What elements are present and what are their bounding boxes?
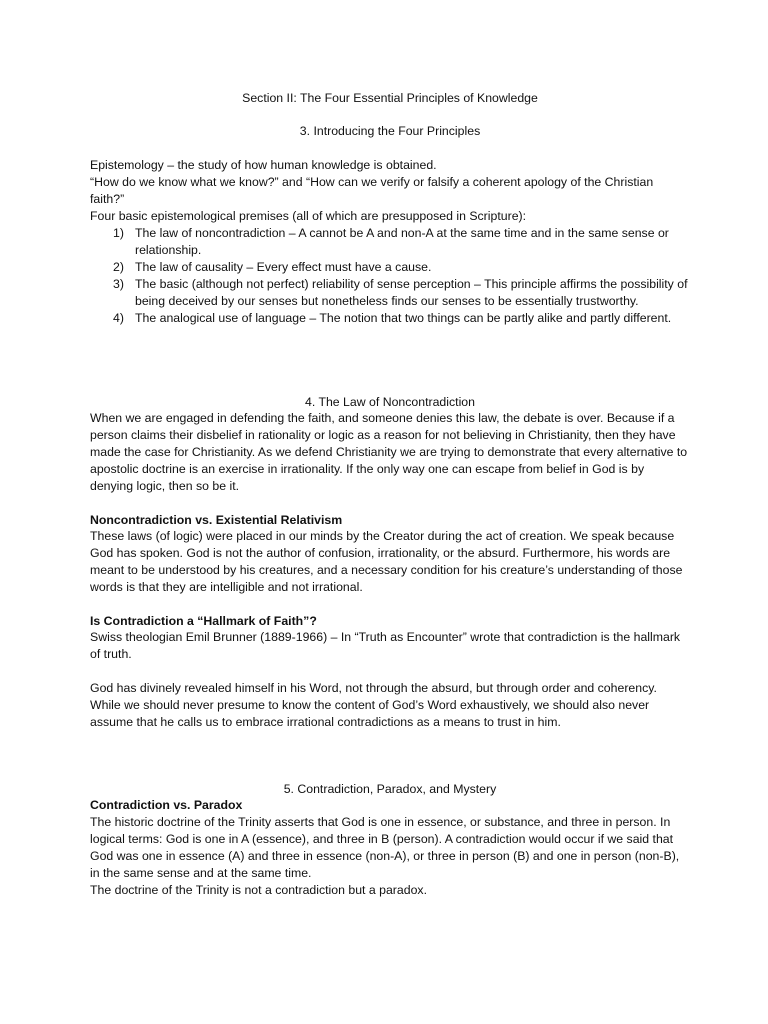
premise-item: 3) The basic (although not perfect) reliability of sense perception – This principle affirms the possibility of being deceived by our senses but nonetheless finds our senses to be essentially trustworthy. (113, 277, 688, 308)
premise-item: 2) The law of causality – Every effect must have a cause. (113, 260, 432, 274)
trinity-paragraph: The historic doctrine of the Trinity asserts that God is one in essence, or substance, and three in person. In logical terms: God is one in A (essence), and three in B (person). A contradiction would occur if we said that God was one in essence (A) and three in essence (non-A), or three in person (B) and one in person (non-B), in the same sense and at the same time. (90, 815, 680, 880)
trinity-conclusion: The doctrine of the Trinity is not a contradiction but a paradox. (90, 883, 427, 897)
premise-item: 1) The law of noncontradiction – A cannot be A and non-A at the same time and in the same sense or relationship. (113, 226, 669, 257)
premise-list (90, 225, 690, 327)
intro-line: “How do we know what we know?” and “How can we verify or falsify a coherent apology of the Christian faith?” (90, 175, 654, 206)
paradox-heading: 5. Contradiction, Paradox, and Mystery (283, 782, 497, 796)
intro-section (90, 157, 690, 327)
law-paragraph: When we are engaged in defending the faith, and someone denies this law, the debate is over. Because if a person claims their disbelief in rationality or logic as a reason for not believing in Christianity, then they have made the case for Christianity. As we defend Christianity we are trying to demonstrate that every alternative to apostolic doctrine is an exercise in irrationality. If the only way one can escape from belief in God is by denying logic, then so be it. (90, 411, 688, 493)
premise-item: 4) The analogical use of language – The notion that two things can be partly alike and partly different. (113, 311, 672, 325)
law-heading: 4. The Law of Noncontradiction (305, 395, 475, 409)
intro-heading: 3. Introducing the Four Principles (299, 124, 481, 138)
section-title: Section II: The Four Essential Principles of Knowledge (242, 91, 538, 105)
relativism-paragraph: These laws (of logic) were placed in our minds by the Creator during the act of creation. We speak because God has spoken. God is not the author of confusion, irrationality, or the absurd. Furthermore, his words are meant to be understood by his creatures, and a necessary condition for his creature’s understanding of those words is that they are intelligible and not irrational. (90, 529, 683, 594)
hallmark-heading: Is Contradiction a “Hallmark of Faith”? (90, 614, 317, 628)
hallmark-paragraph: Swiss theologian Emil Brunner (1889-1966) – In “Truth as Encounter” wrote that contradiction is the hallmark of truth. (90, 630, 681, 661)
paradox-subheading: Contradiction vs. Paradox (90, 798, 243, 812)
relativism-heading: Noncontradiction vs. Existential Relativism (90, 513, 343, 527)
intro-line: Epistemology – the study of how human knowledge is obtained. (90, 158, 437, 172)
revealed-paragraph: God has divinely revealed himself in his Word, not through the absurd, but through order and coherency. While we should never presume to know the content of God’s Word exhaustively, we should also never assume that he calls us to embrace irrational contradictions as a means to trust in him. (90, 681, 657, 729)
intro-line: Four basic epistemological premises (all of which are presupposed in Scripture): (90, 209, 527, 223)
